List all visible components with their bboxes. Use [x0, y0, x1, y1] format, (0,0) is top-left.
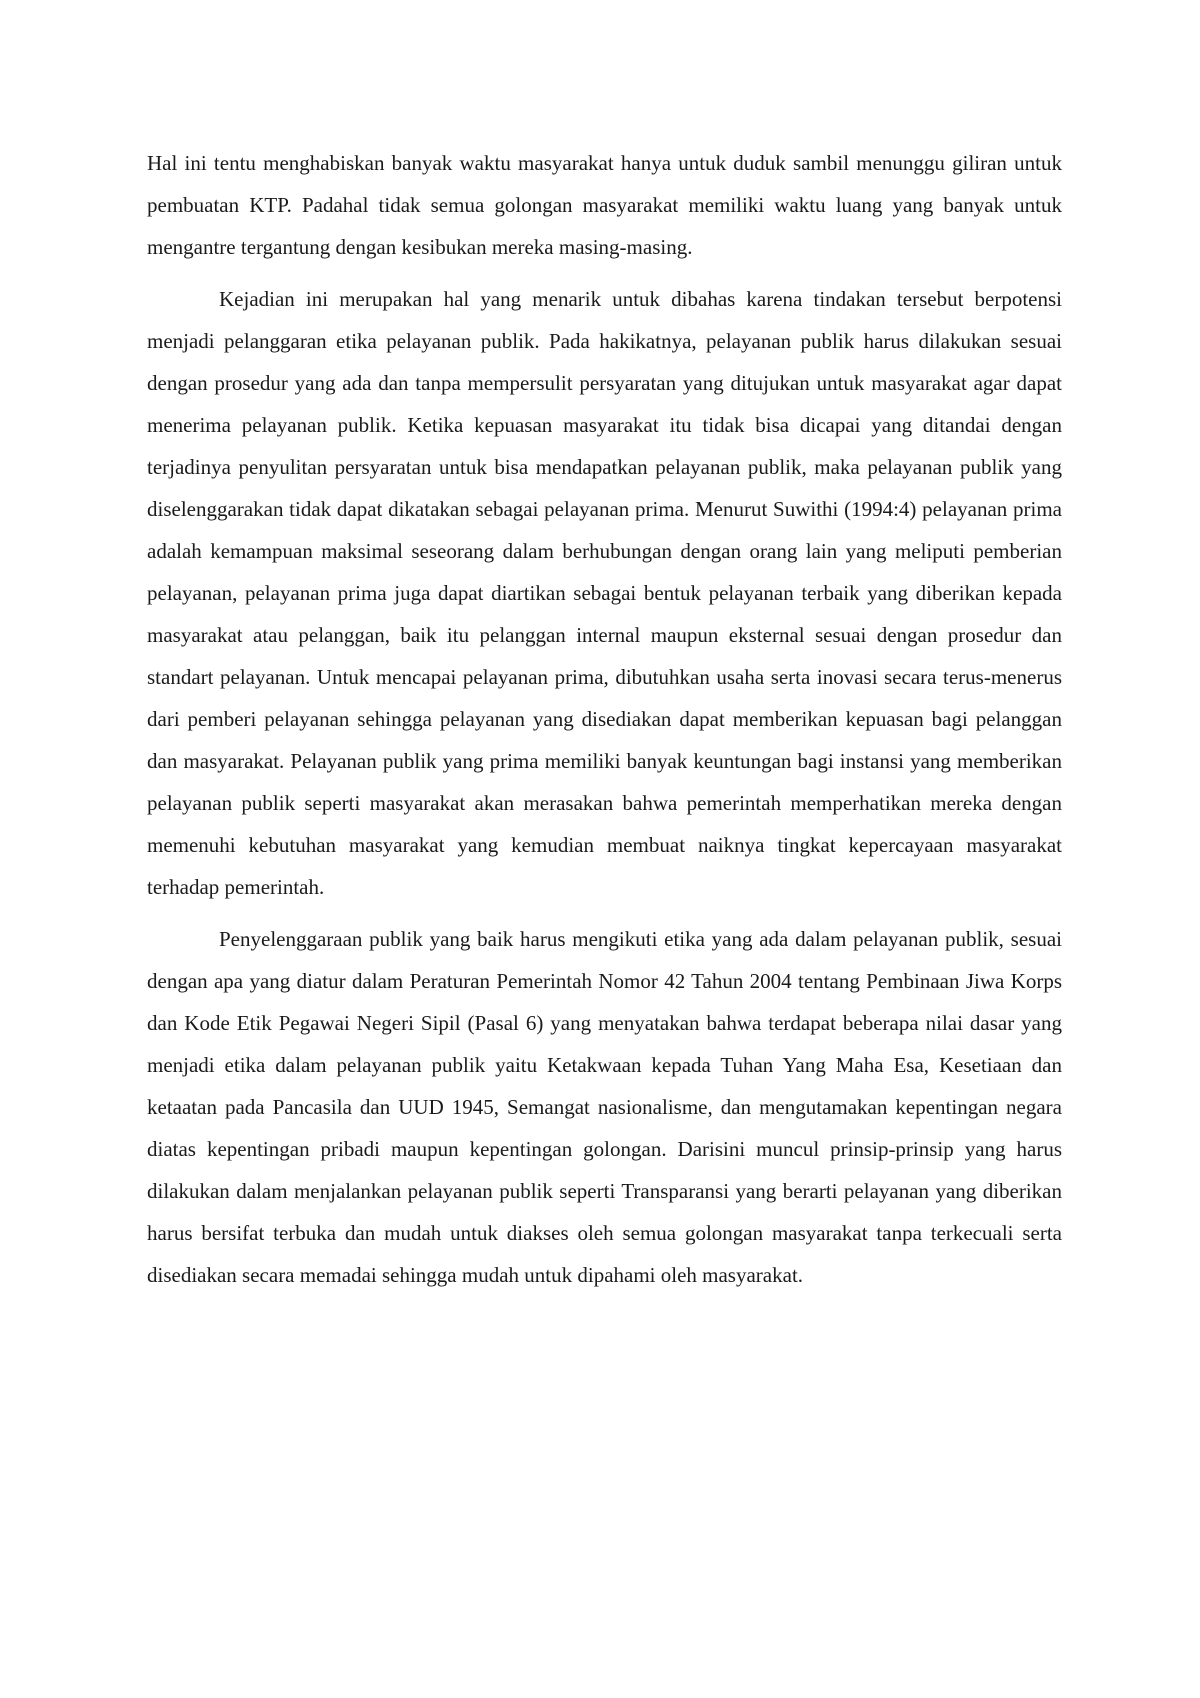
- paragraph-kejadian: Kejadian ini merupakan hal yang menarik untuk dibahas karena tindakan tersebut berpotensi menjadi pelanggaran etika pelayanan publik. Pada hakikatnya, pelayanan publik harus dilakukan sesuai dengan prosedur yang ada dan tanpa mempersulit persyaratan yang ditujukan untuk masyarakat agar dapat menerima pelayanan publik. Ketika kepuasan masyarakat itu tidak bisa dicapai yang ditandai dengan terjadinya penyulitan persyaratan untuk bisa mendapatkan pelayanan publik, maka pelayanan publik yang diselenggarakan tidak dapat dikatakan sebagai pelayanan prima. Menurut Suwithi (1994:4) pelayanan prima adalah kemampuan maksimal seseorang dalam berhubungan dengan orang lain yang meliputi pemberian pelayanan, pelayanan prima juga dapat diartikan sebagai bentuk pelayanan terbaik yang diberikan kepada masyarakat atau pelanggan, baik itu pelanggan internal maupun eksternal sesuai dengan prosedur dan standart pelayanan. Untuk mencapai pelayanan prima, dibutuhkan usaha serta inovasi secara terus-menerus dari pemberi pelayanan sehingga pelayanan yang disediakan dapat memberikan kepuasan bagi pelanggan dan masyarakat. Pelayanan publik yang prima memiliki banyak keuntungan bagi instansi yang memberikan pelayanan publik seperti masyarakat akan merasakan bahwa pemerintah memperhatikan mereka dengan memenuhi kebutuhan masyarakat yang kemudian membuat naiknya tingkat kepercayaan masyarakat terhadap pemerintah.: [147, 287, 1062, 899]
- paragraph-penyelenggaraan: Penyelenggaraan publik yang baik harus mengikuti etika yang ada dalam pelayanan publik, sesuai dengan apa yang diatur dalam Peraturan Pemerintah Nomor 42 Tahun 2004 tentang Pembinaan Jiwa Korps dan Kode Etik Pegawai Negeri Sipil (Pasal 6) yang menyatakan bahwa terdapat beberapa nilai dasar yang menjadi etika dalam pelayanan publik yaitu Ketakwaan kepada Tuhan Yang Maha Esa, Kesetiaan dan ketaatan pada Pancasila dan UUD 1945, Semangat nasionalisme, dan mengutamakan kepentingan negara diatas kepentingan pribadi maupun kepentingan golongan. Darisini muncul prinsip-prinsip yang harus dilakukan dalam menjalankan pelayanan publik seperti Transparansi yang berarti pelayanan yang diberikan harus bersifat terbuka dan mudah untuk diakses oleh semua golongan masyarakat tanpa terkecuali serta disediakan secara memadai sehingga mudah untuk dipahami oleh masyarakat.: [147, 927, 1062, 1287]
- document-body: [147, 142, 1062, 1296]
- paragraph-continuation: Hal ini tentu menghabiskan banyak waktu masyarakat hanya untuk duduk sambil menunggu giliran untuk pembuatan KTP. Padahal tidak semua golongan masyarakat memiliki waktu luang yang banyak untuk mengantre tergantung dengan kesibukan mereka masing-masing.: [147, 151, 1062, 259]
